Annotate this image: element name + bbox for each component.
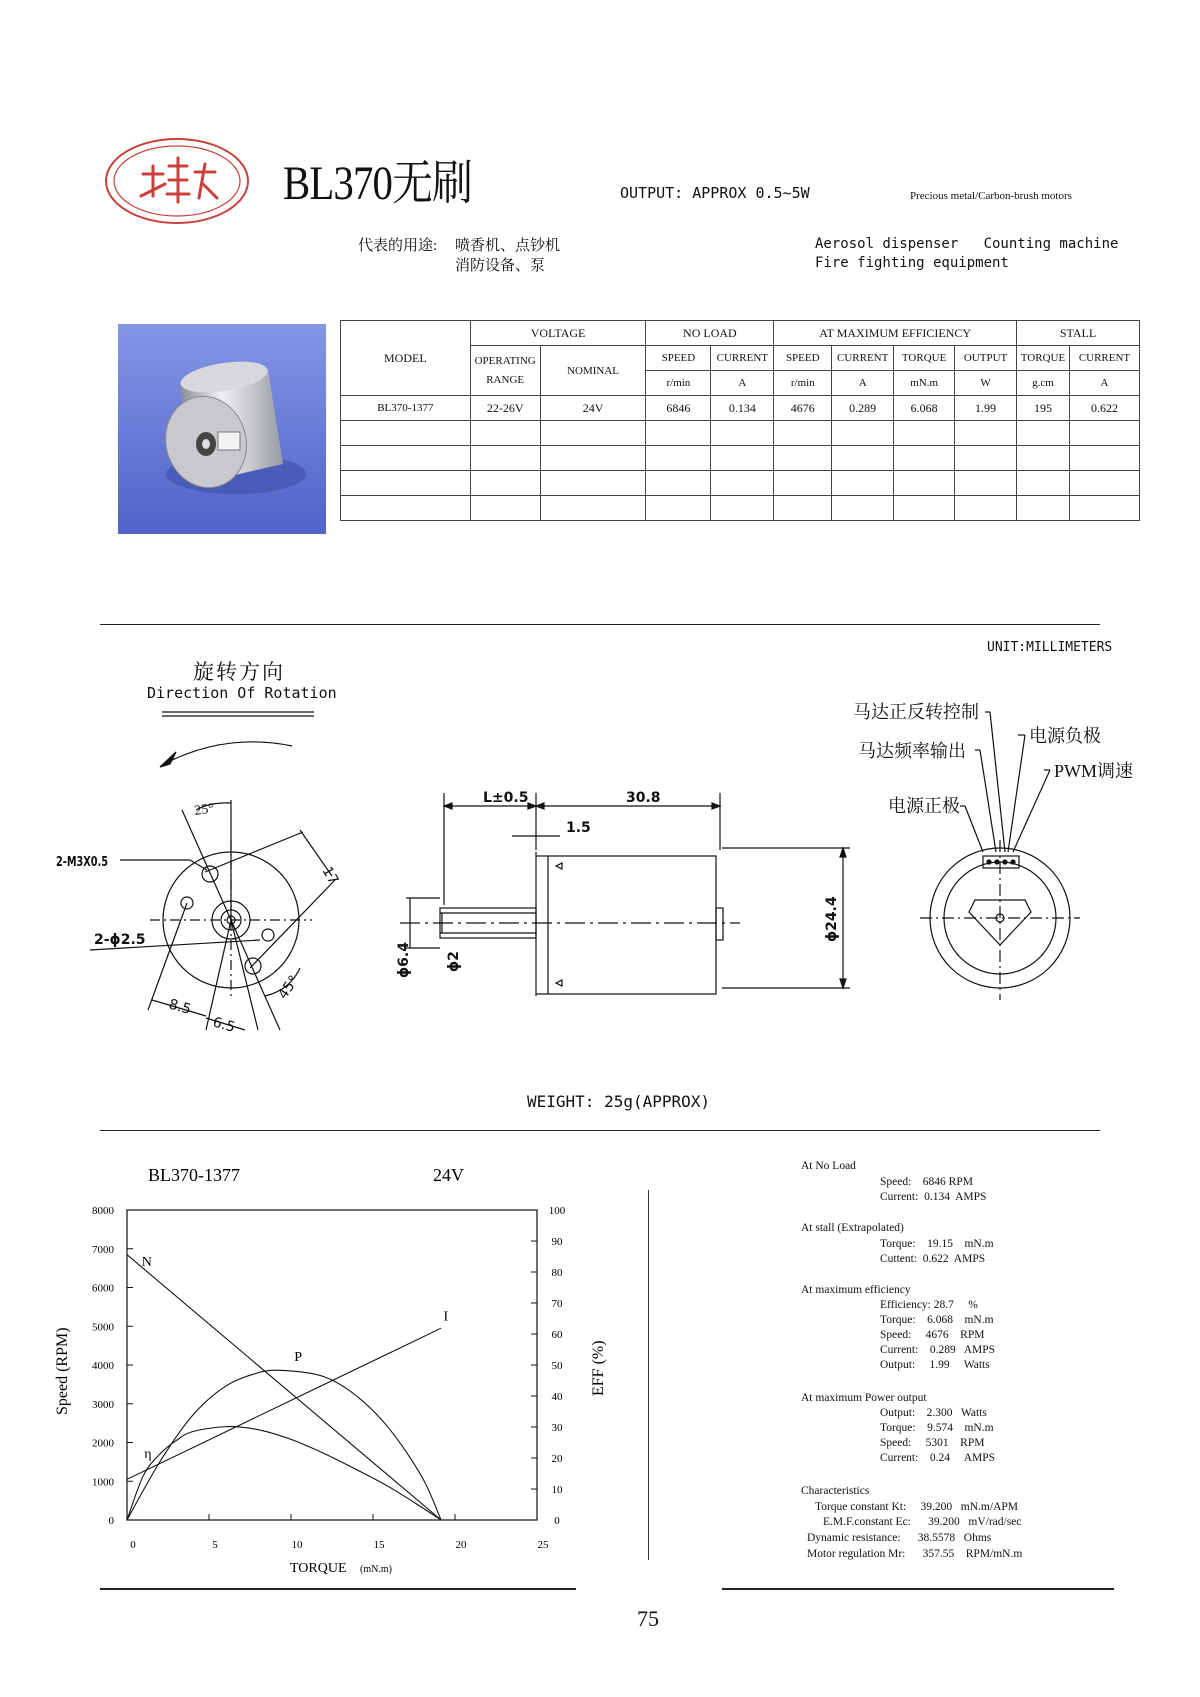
th-me-speed: SPEED [774,346,832,371]
page-title: BL370无刷 [283,157,472,210]
dim-15: 1.5 [566,820,591,836]
table-row-empty [341,421,1140,446]
stat-heading-char: Characteristics [801,1485,870,1497]
x-tick-label: 0 [130,1539,136,1551]
th-nl-current: CURRENT [711,346,774,371]
dim-phi64: ϕ6.4 [396,942,412,978]
stat-char-mr: Motor regulation Mr: 357.55 RPM/mN.m [807,1548,1023,1560]
series-label: N [141,1255,152,1271]
y2-tick-label: 100 [548,1205,566,1217]
y-tick-label: 8000 [92,1205,114,1217]
label-freq-out: 马达频率输出 [858,741,966,761]
unit-mnm: mN.m [894,371,955,396]
unit-label: UNIT:MILLIMETERS [987,640,1113,655]
motor-photo [118,324,326,534]
y-axis-label: Speed (RPM) [54,1327,71,1415]
y2-tick-label: 40 [551,1391,563,1403]
rotation-en: Direction Of Rotation [147,684,337,702]
spec-table [340,320,1140,521]
stat-heading-maxeff: At maximum efficiency [801,1284,911,1296]
divider [722,1588,1114,1590]
cell-me-output: 1.99 [955,396,1017,421]
y2-tick-label: 50 [551,1360,563,1372]
th-st-current: CURRENT [1069,346,1139,371]
label-power-neg: 电源负极 [1029,726,1101,746]
y-tick-label: 1000 [92,1476,114,1489]
stat-maxeff-torque: Torque: 6.068 mN.m [880,1314,994,1326]
x-tick-label: 5 [212,1539,218,1551]
series-p-line [127,1370,441,1520]
series-n-line [127,1255,441,1520]
stat-maxeff-speed: Speed: 4676 RPM [880,1329,985,1341]
table-row-empty [341,496,1140,521]
th-st-torque: TORQUE [1017,346,1070,371]
series-label: I [443,1309,449,1325]
divider [100,1130,1100,1131]
dim-phi244: ϕ24.4 [824,896,840,942]
y2-tick-label: 70 [551,1298,563,1310]
usage-en-1: Aerosol dispenser Counting machine [815,236,1119,252]
dim-l: L±0.5 [483,790,529,806]
cell-me-speed: 4676 [774,396,832,421]
x-axis-unit: (mN.m) [360,1564,392,1575]
cell-st-torque: 195 [1017,396,1070,421]
table-row-empty [341,471,1140,496]
stat-char-ec: E.M.F.constant Ec: 39.200 mV/rad/sec [823,1516,1022,1528]
cell-me-torque: 6.068 [894,396,955,421]
label-pwm: PWM调速 [1054,761,1134,781]
unit-a: A [832,371,894,396]
th-nl-speed: SPEED [646,346,711,371]
dim-17: 17 [318,864,342,888]
th-nominal: NOMINAL [540,346,646,396]
cell-nl-speed: 6846 [646,396,711,421]
divider [100,1588,576,1590]
cell-model: BL370-1377 [341,396,471,421]
dim-308: 30.8 [626,790,661,806]
x-tick-label: 25 [537,1539,549,1551]
th-oprange [470,346,540,396]
dim-25deg: 25° [193,801,215,819]
y-tick-label: 2000 [92,1437,114,1450]
stat-maxpow-output: Output: 2.300 Watts [880,1407,987,1419]
stat-noload-speed: Speed: 6846 RPM [880,1176,973,1188]
dim-45deg: 45° [275,972,303,1003]
cell-nominal: 24V [540,396,646,421]
stat-stall-torque: Torque: 19.15 mN.m [880,1238,994,1250]
y2-tick-label: 20 [551,1453,563,1465]
usage-cn-label: 代表的用途: [358,238,438,254]
y2-tick-label: 10 [551,1484,563,1496]
y2-tick-label: 90 [551,1236,563,1248]
th-me-torque: TORQUE [894,346,955,371]
th-maxeff: AT MAXIMUM EFFICIENCY [774,321,1017,346]
label-fwd-rev: 马达正反转控制 [853,702,979,722]
cell-me-current: 0.289 [832,396,894,421]
usage-cn-1: 喷香机、点钞机 [455,238,561,254]
stat-heading-stall: At stall (Extrapolated) [801,1222,904,1234]
rotation-cn: 旋转方向 [193,660,285,684]
dim-m3x05: 2-M3X0.5 [56,853,109,870]
series-i-line [127,1328,441,1479]
stat-heading-maxpow: At maximum Power output [801,1392,927,1404]
unit-rmin: r/min [774,371,832,396]
dim-85: 8.5 [166,996,193,1018]
table-row-empty [341,446,1140,471]
series-label: η [144,1447,152,1462]
stat-maxpow-torque: Torque: 9.574 mN.m [880,1422,994,1434]
divider [100,624,1100,625]
y2-tick-label: 30 [551,1422,563,1434]
th-noload: NO LOAD [646,321,774,346]
unit-a: A [1069,371,1139,396]
motor-drawing [0,700,1200,1060]
th-oprange-2: RANGE [486,373,525,386]
stat-maxeff-current: Current: 0.289 AMPS [880,1344,996,1356]
y2-tick-label: 0 [554,1515,560,1527]
y-tick-label: 3000 [92,1398,114,1411]
usage-cn-2: 消防设备、泵 [455,258,546,274]
x-tick-label: 20 [455,1539,467,1551]
label-power-pos: 电源正极 [888,796,960,816]
stat-maxeff-output: Output: 1.99 Watts [880,1359,990,1371]
unit-w: W [955,371,1017,396]
company-logo [103,136,251,226]
th-voltage: VOLTAGE [470,321,646,346]
y2-axis-label: EFF (%) [590,1340,607,1396]
series-label: P [294,1350,303,1366]
cell-oprange: 22-26V [470,396,540,421]
table-row [341,396,1140,421]
cell-st-current: 0.622 [1069,396,1139,421]
y-tick-label: 6000 [92,1282,114,1295]
x-axis-label: TORQUE [290,1561,347,1576]
unit-rmin: r/min [646,371,711,396]
y2-tick-label: 80 [551,1267,563,1279]
y-tick-label: 5000 [92,1321,114,1334]
x-tick-label: 10 [291,1539,303,1551]
chart-title: BL370-1377 [148,1165,240,1185]
unit-a: A [711,371,774,396]
output-range: OUTPUT: APPROX 0.5~5W [620,184,810,202]
motor-category: Precious metal/Carbon-brush motors [910,190,1072,202]
usage-en-2: Fire fighting equipment [815,255,1009,271]
th-me-output: OUTPUT [955,346,1017,371]
dim-phi25: 2-ϕ2.5 [94,932,146,948]
page-number: 75 [637,1606,659,1631]
stat-stall-current: Cuttent: 0.622 AMPS [880,1253,986,1265]
stat-maxpow-current: Current: 0.24 AMPS [880,1452,996,1464]
divider-vertical [648,1190,649,1560]
x-tick-label: 15 [373,1539,385,1551]
th-stall: STALL [1017,321,1140,346]
th-model: MODEL [341,321,471,396]
y-tick-label: 0 [108,1515,114,1527]
stat-maxpow-speed: Speed: 5301 RPM [880,1437,985,1449]
y-tick-label: 4000 [92,1360,114,1372]
stat-char-kt: Torque constant Kt: 39.200 mN.m/APM [815,1501,1018,1513]
stat-noload-current: Current: 0.134 AMPS [880,1191,987,1203]
th-oprange-1: OPERATING [474,354,536,367]
plot-frame [127,1210,537,1520]
weight-label: WEIGHT: 25g(APPROX) [527,1092,711,1111]
stat-maxeff-eff: Efficiency: 28.7 % [880,1299,978,1311]
stat-heading-noload: At No Load [801,1160,856,1172]
chart-voltage: 24V [433,1165,464,1185]
performance-chart [0,1150,660,1590]
th-me-current: CURRENT [832,346,894,371]
unit-gcm: g.cm [1017,371,1070,396]
y2-tick-label: 60 [551,1329,563,1341]
dim-phi2: ϕ2 [446,951,462,972]
y-tick-label: 7000 [92,1243,114,1256]
dim-65: 6.5 [210,1014,237,1036]
stat-char-dynres: Dynamic resistance: 38.5578 Ohms [807,1532,992,1544]
cell-nl-current: 0.134 [711,396,774,421]
